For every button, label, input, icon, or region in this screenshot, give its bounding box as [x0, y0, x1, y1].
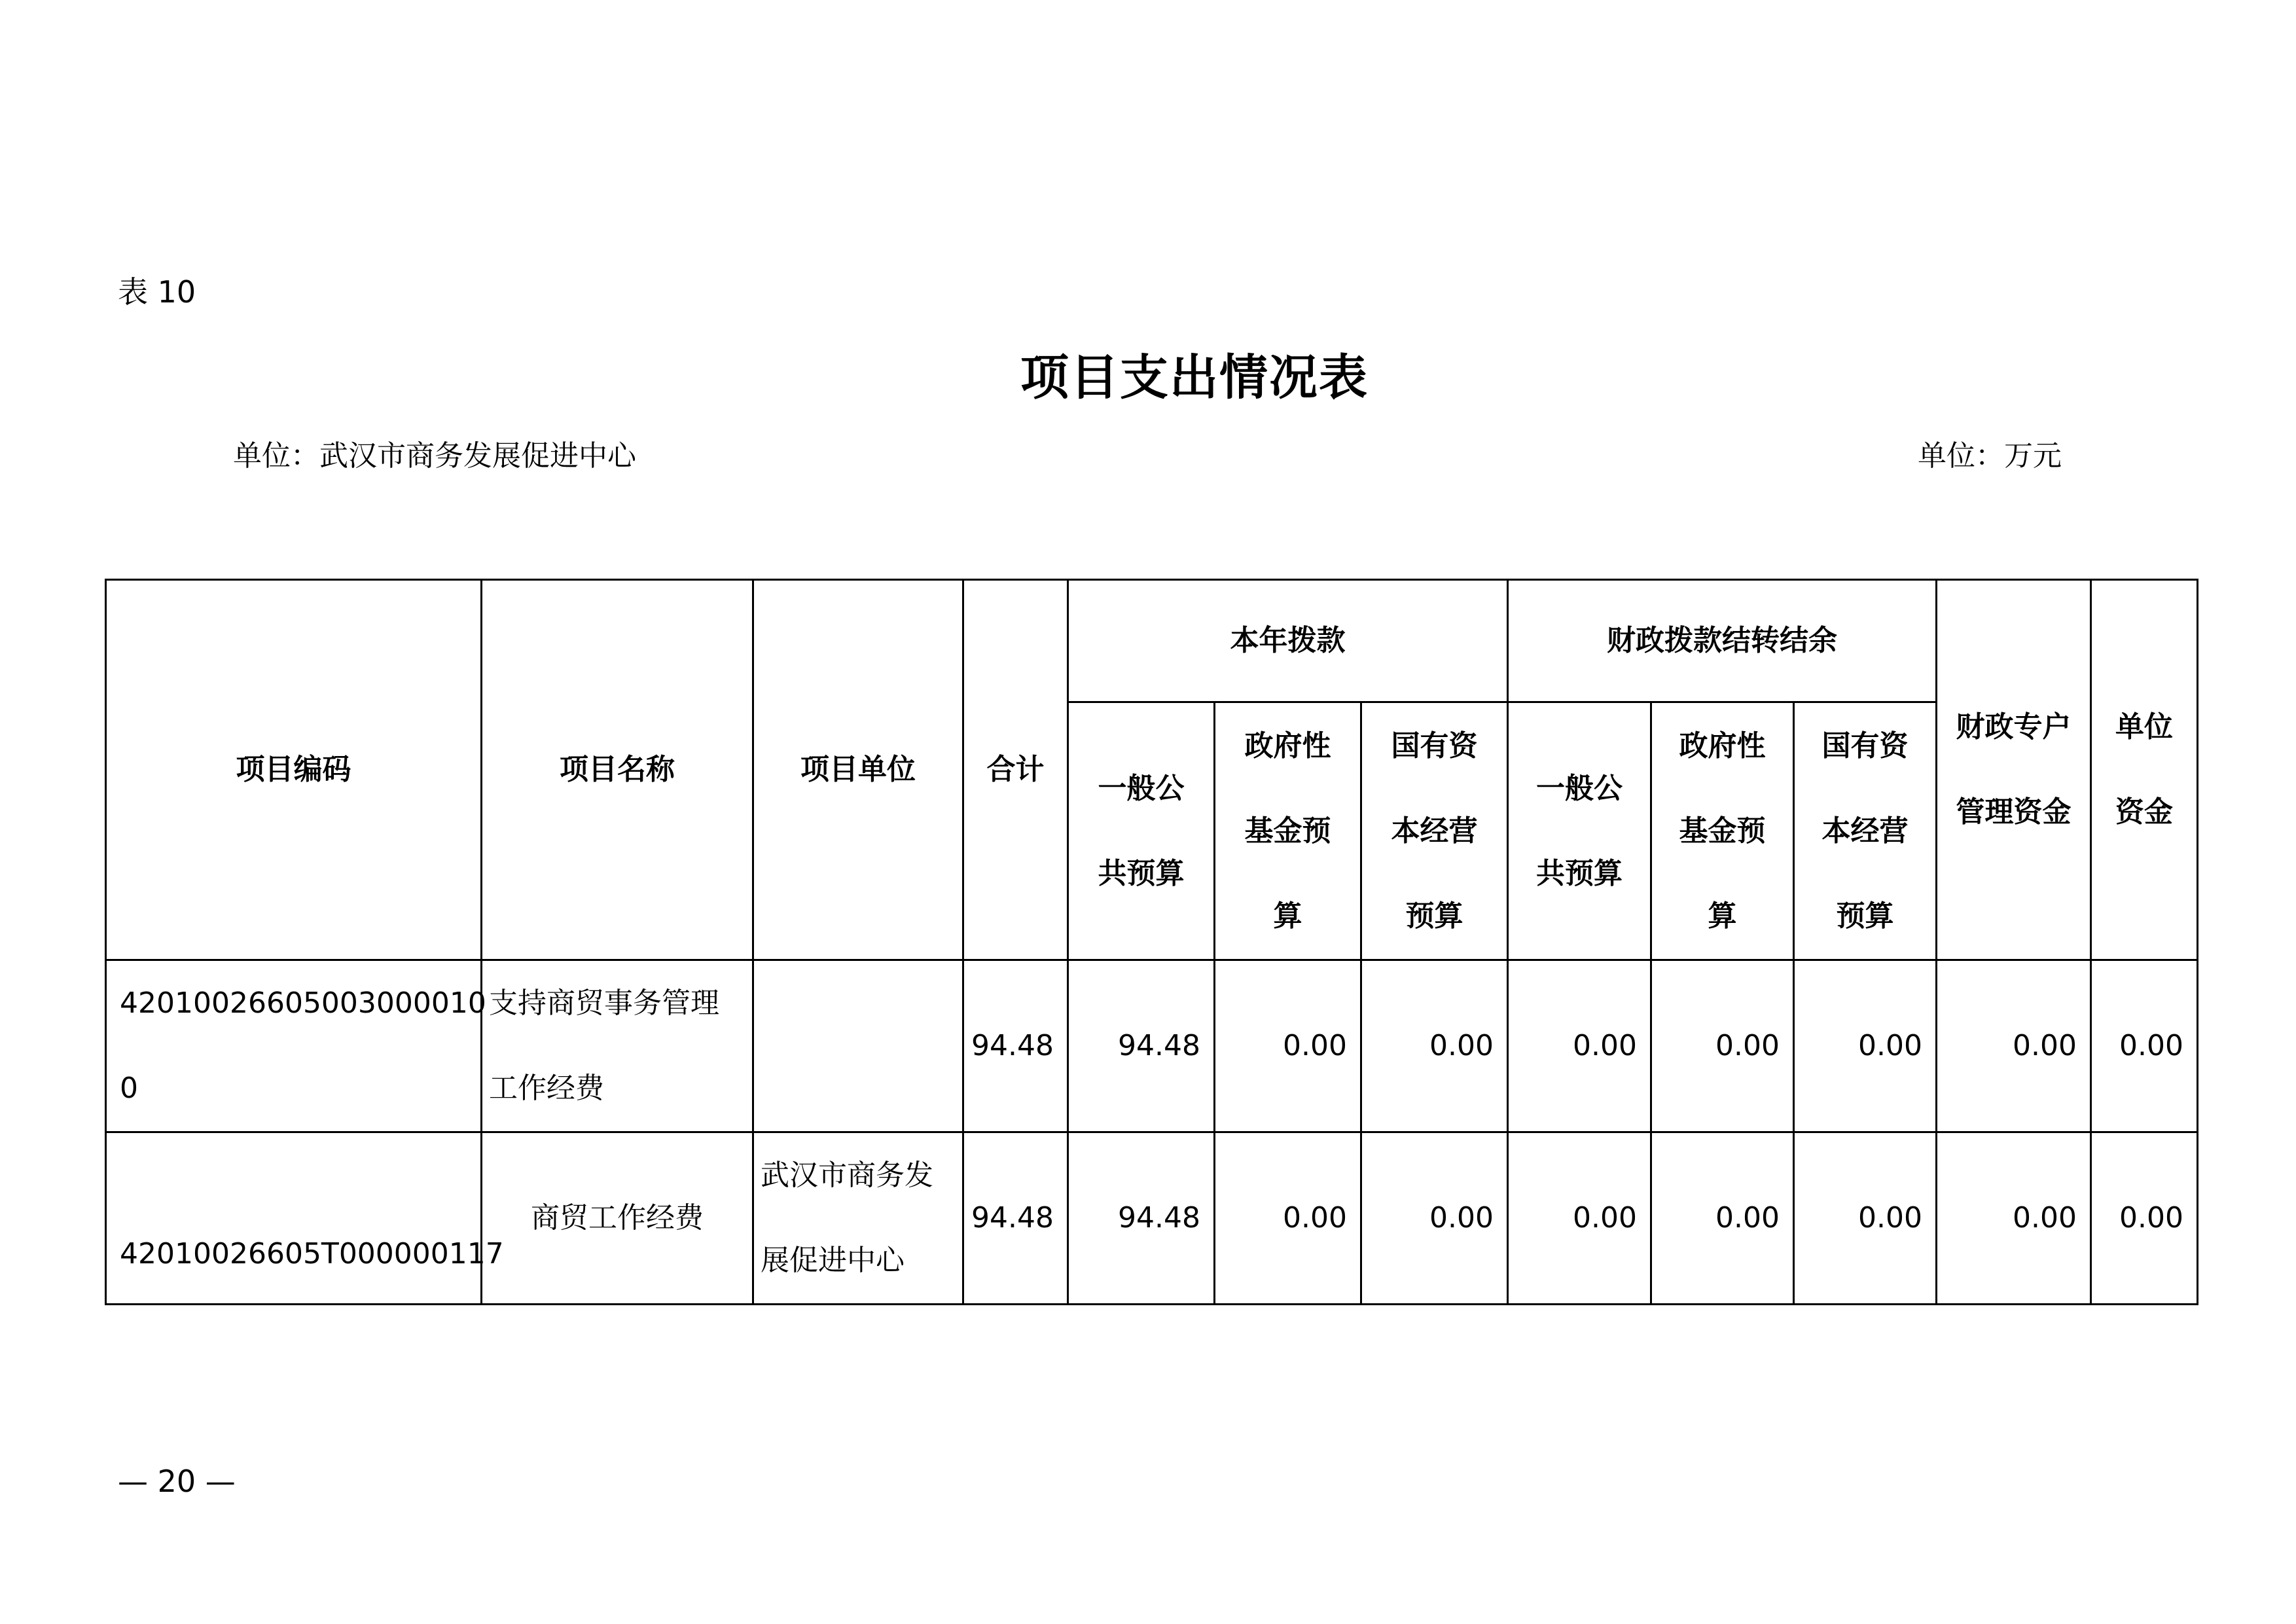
- expense-table: [105, 579, 2198, 1305]
- row-current-general: 94.48: [1068, 1132, 1215, 1305]
- row-unit: 武汉市商务发展促进中心: [753, 1132, 963, 1305]
- row-code: 42010026605T000000117: [106, 1132, 482, 1305]
- row-current-general: 94.48: [1068, 960, 1215, 1132]
- row-name: 支持商贸事务管理工作经费: [482, 960, 753, 1132]
- header-gov-fund: 政府性基金预算: [1215, 702, 1361, 960]
- header-code: 项目编码: [106, 580, 482, 960]
- unit-currency: 单位：万元: [1918, 439, 2062, 473]
- header-special-account: 财政专户管理资金: [1937, 580, 2091, 960]
- row-carry-state-capital: 0.00: [1794, 1132, 1937, 1305]
- row-total: 94.48: [963, 960, 1068, 1132]
- header-unit-funds: 单位资金: [2091, 580, 2198, 960]
- row-code: 42010026605003000010​0: [106, 960, 482, 1132]
- unit-organization: 单位：武汉市商务发展促进中心: [233, 439, 636, 473]
- header-carryover: 财政拨款结转结余: [1508, 580, 1937, 702]
- row-current-gov-fund: 0.00: [1215, 1132, 1361, 1305]
- row-carry-gov-fund: 0.00: [1651, 1132, 1794, 1305]
- header-unit: 项目单位: [753, 580, 963, 960]
- row-carry-gov-fund: 0.00: [1651, 960, 1794, 1132]
- header-carry-general-budget: 一般公共预算: [1508, 702, 1651, 960]
- table-label: 表 10: [118, 274, 196, 310]
- row-unit: [753, 960, 963, 1132]
- row-current-gov-fund: 0.00: [1215, 960, 1361, 1132]
- row-special-account: 0.00: [1937, 1132, 2091, 1305]
- header-state-capital: 国有资本经营预算: [1361, 702, 1508, 960]
- row-total: 94.48: [963, 1132, 1068, 1305]
- header-current-year: 本年拨款: [1068, 580, 1508, 702]
- table-row: [106, 1132, 2198, 1305]
- row-carry-general: 0.00: [1508, 960, 1651, 1132]
- row-current-state-capital: 0.00: [1361, 960, 1508, 1132]
- page-number: — 20 —: [118, 1464, 236, 1499]
- row-special-account: 0.00: [1937, 960, 2091, 1132]
- header-general-budget: 一般公共预算: [1068, 702, 1215, 960]
- header-total: 合计: [963, 580, 1068, 960]
- row-name: 商贸工作经费: [482, 1132, 753, 1305]
- row-unit-funds: 0.00: [2091, 960, 2198, 1132]
- page-title: 项目支出情况表: [1020, 350, 1369, 406]
- header-carry-gov-fund: 政府性基金预算: [1651, 702, 1794, 960]
- header-name: 项目名称: [482, 580, 753, 960]
- table-row: [106, 960, 2198, 1132]
- row-carry-state-capital: 0.00: [1794, 960, 1937, 1132]
- row-unit-funds: 0.00: [2091, 1132, 2198, 1305]
- header-carry-state-capital: 国有资本经营预算: [1794, 702, 1937, 960]
- row-carry-general: 0.00: [1508, 1132, 1651, 1305]
- row-current-state-capital: 0.00: [1361, 1132, 1508, 1305]
